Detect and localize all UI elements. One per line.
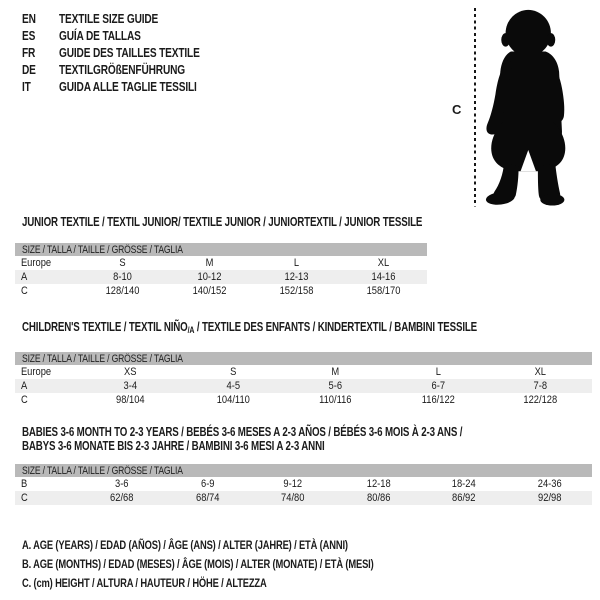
size-header-text: SIZE / TALLA / TAILLE / GRÖSSE / TAGLIA — [22, 464, 183, 477]
table-cell: 12-18 — [366, 478, 391, 490]
title-post: / TEXTILE DES ENFANTS / KINDERTEXTIL / BAMBINI TESSILE — [194, 320, 478, 334]
note-text: C. (cm) HEIGHT / ALTURA / HAUTEUR / HÖHE / ALTEZZA — [22, 576, 267, 590]
size-header-bar — [15, 352, 592, 365]
title-subscript: /A — [187, 325, 195, 335]
table-cell: 116/122 — [421, 394, 455, 406]
note-text: B. AGE (MONTHS) / EDAD (MESES) / ÂGE (MOIS) / ALTER (MONATE) / ETÀ (MESI) — [22, 557, 374, 571]
language-title: GUIDA ALLE TAGLIE TESSILI — [59, 79, 197, 94]
childrens-table-title — [22, 320, 592, 337]
table-row — [15, 379, 592, 393]
size-header-bar — [15, 243, 427, 256]
table-cell: XL — [534, 366, 547, 378]
size-header-text: SIZE / TALLA / TAILLE / GRÖSSE / TAGLIA — [22, 352, 183, 365]
note-text: A. AGE (YEARS) / EDAD (AÑOS) / ÂGE (ANS) / ALTER (JAHRE) / ETÀ (ANNI) — [22, 538, 348, 552]
title-pre: CHILDREN'S TEXTILE / TEXTIL NIÑO — [22, 320, 188, 334]
row-label: Europe — [20, 257, 52, 269]
height-measure-label: C — [452, 102, 462, 117]
table-cell: 74/80 — [281, 492, 305, 504]
language-title: TEXTILE SIZE GUIDE — [59, 11, 159, 26]
note-age-months — [22, 555, 473, 574]
table-cell: 128/140 — [105, 285, 140, 297]
table-cell: L — [293, 257, 300, 269]
childrens-size-table — [15, 352, 592, 407]
language-row-es — [22, 27, 239, 44]
row-label: C — [20, 492, 28, 504]
table-cell: M — [205, 257, 214, 269]
table-row — [15, 270, 427, 284]
language-row-it — [22, 78, 239, 95]
language-row-fr — [22, 44, 239, 61]
babies-title-text-1: BABIES 3-6 MONTH TO 2-3 YEARS / BEBÉS 3-6 MESES A 2-3 AÑOS / BÉBÉS 3-6 MOIS À 2-3 ANS / — [22, 425, 463, 439]
row-label: Europe — [20, 366, 52, 378]
table-cell: 98/104 — [115, 394, 145, 406]
table-cell: 86/92 — [452, 492, 476, 504]
table-row — [15, 491, 592, 505]
table-cell: 80/86 — [366, 492, 390, 504]
language-code: DE — [22, 62, 36, 77]
table-cell: M — [331, 366, 340, 378]
table-row — [15, 393, 592, 407]
table-cell: 6-9 — [200, 478, 215, 490]
table-cell: 8-10 — [113, 271, 132, 283]
table-cell: 158/170 — [366, 285, 401, 297]
baby-figure — [440, 0, 600, 215]
language-code: IT — [22, 79, 31, 94]
legend-notes — [22, 536, 473, 593]
table-cell: 7-8 — [533, 380, 548, 392]
row-label: A — [20, 380, 28, 392]
table-cell: 6-7 — [431, 380, 445, 392]
language-title-list — [22, 10, 239, 95]
row-label: C — [20, 285, 28, 297]
table-row — [15, 365, 592, 379]
table-cell: 68/74 — [195, 492, 219, 504]
table-row — [15, 477, 592, 491]
babies-table-title-line1 — [22, 425, 592, 439]
table-cell: 122/128 — [523, 394, 558, 406]
table-cell: 18-24 — [451, 478, 476, 490]
table-cell: 10-12 — [197, 271, 222, 283]
table-cell: 5-6 — [328, 380, 343, 392]
junior-size-table — [15, 243, 427, 298]
note-height-cm — [22, 574, 473, 593]
language-row-de — [22, 61, 239, 78]
size-header-text: SIZE / TALLA / TAILLE / GRÖSSE / TAGLIA — [22, 243, 183, 256]
table-cell: S — [119, 257, 126, 269]
junior-textile-section — [15, 215, 427, 298]
table-cell: 152/158 — [279, 285, 314, 297]
table-cell: 12-13 — [284, 271, 309, 283]
table-cell: 4-5 — [226, 380, 240, 392]
table-cell: L — [435, 366, 441, 378]
childrens-textile-section — [15, 320, 592, 407]
language-code: ES — [22, 28, 36, 43]
junior-table-title — [22, 215, 427, 229]
table-cell: 3-4 — [123, 380, 138, 392]
language-row-en — [22, 10, 239, 27]
junior-table-title-text: JUNIOR TEXTILE / TEXTIL JUNIOR/ TEXTILE JUNIOR / JUNIORTEXTIL / JUNIOR TESSILE — [22, 215, 423, 229]
table-cell: 92/98 — [537, 492, 561, 504]
table-cell: 9-12 — [283, 478, 303, 490]
language-code: EN — [22, 11, 36, 26]
baby-silhouette-icon — [482, 8, 588, 206]
language-title: TEXTILGRÖßENFÜHRUNG — [59, 62, 186, 77]
childrens-table-title-text — [22, 320, 477, 337]
babies-table-title-line2 — [22, 439, 592, 453]
babies-textile-section — [15, 425, 592, 505]
table-cell: 3-6 — [114, 478, 129, 490]
table-row — [15, 256, 427, 270]
table-cell: 24-36 — [537, 478, 562, 490]
row-label: B — [20, 478, 28, 490]
table-row — [15, 284, 427, 298]
table-cell: 62/68 — [110, 492, 134, 504]
height-dashed-line — [474, 8, 476, 207]
row-label: C — [20, 394, 28, 406]
table-cell: 14-16 — [371, 271, 396, 283]
table-cell: S — [229, 366, 237, 378]
note-age-years — [22, 536, 473, 555]
table-cell: XL — [377, 257, 390, 269]
table-cell: 140/152 — [192, 285, 227, 297]
babies-size-table — [15, 464, 592, 505]
row-label: A — [20, 271, 28, 283]
table-cell: 104/110 — [216, 394, 250, 406]
language-title: GUÍA DE TALLAS — [59, 28, 141, 43]
size-header-bar — [15, 464, 592, 477]
language-code: FR — [22, 45, 36, 60]
babies-title-text-2: BABYS 3-6 MONATE BIS 2-3 JAHRE / BAMBINI 3-6 MESI A 2-3 ANNI — [22, 439, 325, 453]
language-title: GUIDE DES TAILLES TEXTILE — [59, 45, 200, 60]
table-cell: XS — [124, 366, 137, 378]
table-cell: 110/116 — [319, 394, 352, 406]
